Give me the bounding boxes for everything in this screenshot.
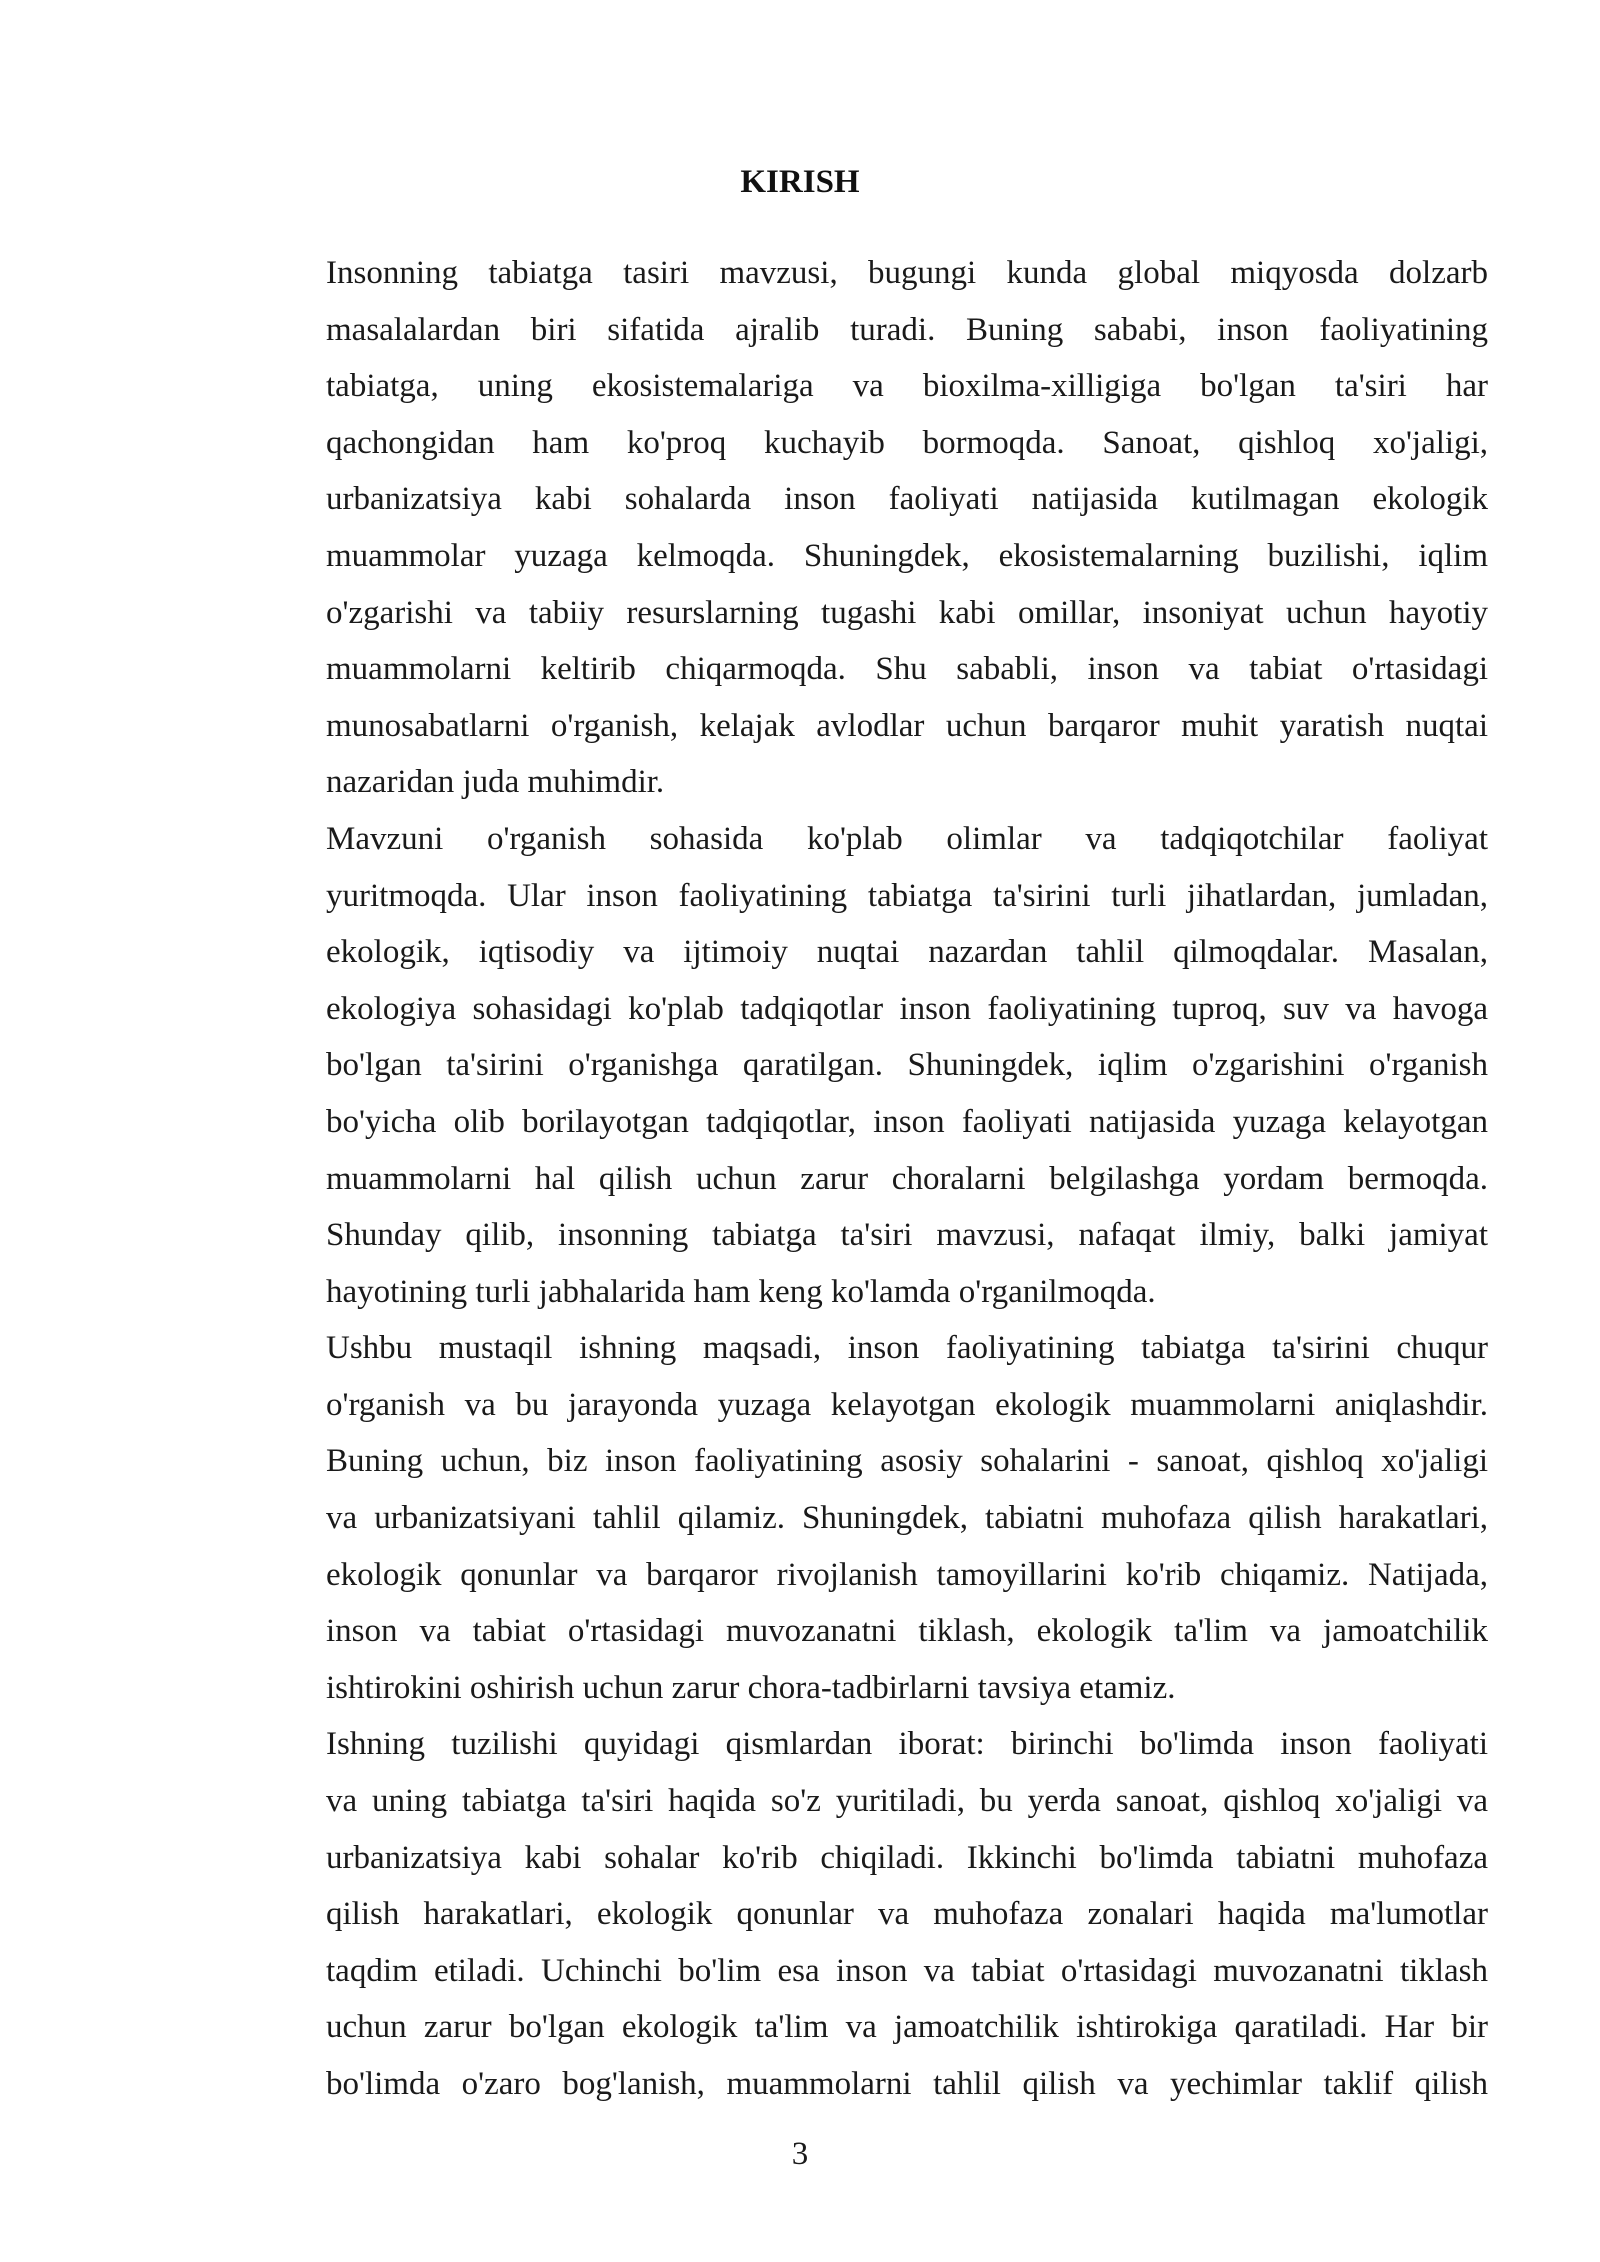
text-line: va urbanizatsiyani tahlil qilamiz. Shuningdek, tabiatni muhofaza qilish harakatlari, [326,1500,1488,1537]
text-line: Shunday qilib, insonning tabiatga ta'siri mavzusi, nafaqat ilmiy, balki jamiyat [326,1217,1488,1254]
paragraph-3 [230,1320,1488,1716]
text-line: o'zgarishi va tabiiy resurslarning tugashi kabi omillar, insoniyat uchun hayotiy [326,594,1488,631]
text-line: ishtirokini oshirish uchun zarur chora-tadbirlarni tavsiya etamiz. [326,1669,1176,1706]
text-line: yuritmoqda. Ular inson faoliyatining tabiatga ta'sirini turli jihatlardan, jumladan, [326,877,1488,914]
body-text [230,245,1488,2113]
text-line: ekologiya sohasidagi ko'plab tadqiqotlar inson faoliyatining tuproq, suv va havoga [326,990,1488,1027]
text-line: muammolarni keltirib chiqarmoqda. Shu sababli, inson va tabiat o'rtasidagi [326,651,1488,688]
text-line: Ishning tuzilishi quyidagi qismlardan iborat: birinchi bo'limda inson faoliyati [326,1726,1488,1763]
text-line: Buning uchun, biz inson faoliyatining asosiy sohalarini - sanoat, qishloq xo'jaligi [326,1443,1488,1480]
text-line: o'rganish va bu jarayonda yuzaga kelayotgan ekologik muammolarni aniqlashdir. [326,1386,1488,1423]
text-line: urbanizatsiya kabi sohalarda inson faoliyati natijasida kutilmagan ekologik [326,481,1488,518]
text-line: bo'limda o'zaro bog'lanish, muammolarni tahlil qilish va yechimlar taklif qilish [326,2066,1488,2102]
text-line: Insonning tabiatga tasiri mavzusi, bugungi kunda global miqyosda dolzarb [326,255,1488,291]
page-number: 3 [791,2136,809,2172]
text-line: ekologik qonunlar va barqaror rivojlanish tamoyillarini ko'rib chiqamiz. Natijada, [326,1556,1488,1593]
text-line: hayotining turli jabhalarida ham keng ko'lamda o'rganilmoqda. [326,1273,1156,1310]
text-line: bo'yicha olib borilayotgan tadqiqotlar, inson faoliyati natijasida yuzaga kelayotgan [326,1103,1488,1140]
paragraph-2 [230,811,1488,1320]
text-line: bo'lgan ta'sirini o'rganishga qaratilgan. Shuningdek, iqlim o'zgarishini o'rganish [326,1047,1488,1084]
text-line: qachongidan ham ko'proq kuchayib bormoqda. Sanoat, qishloq xo'jaligi, [326,424,1488,461]
text-line: tabiatga, uning ekosistemalariga va bioxilma-xilligiga bo'lgan ta'siri har [326,368,1488,405]
section-heading: KIRISH [740,164,860,200]
paragraph-4 [230,1716,1488,2112]
text-line: va uning tabiatga ta'siri haqida so'z yuritiladi, bu yerda sanoat, qishloq xo'jaligi va [326,1783,1488,1820]
text-line: muammolar yuzaga kelmoqda. Shuningdek, ekosistemalarning buzilishi, iqlim [326,537,1488,574]
text-line: ekologik, iqtisodiy va ijtimoiy nuqtai nazardan tahlil qilmoqdalar. Masalan, [326,934,1488,971]
text-line: munosabatlarni o'rganish, kelajak avlodlar uchun barqaror muhit yaratish nuqtai [326,707,1488,744]
text-line: nazaridan juda muhimdir. [326,764,665,801]
text-line: urbanizatsiya kabi sohalar ko'rib chiqiladi. Ikkinchi bo'limda tabiatni muhofaza [326,1839,1488,1876]
text-line: muammolarni hal qilish uchun zarur choralarni belgilashga yordam bermoqda. [326,1160,1488,1197]
text-line: taqdim etiladi. Uchinchi bo'lim esa inson va tabiat o'rtasidagi muvozanatni tiklash [326,1952,1488,1989]
text-line: masalalardan biri sifatida ajralib turadi. Buning sababi, inson faoliyatining [326,311,1488,348]
paragraph-1 [230,245,1488,811]
text-line: qilish harakatlari, ekologik qonunlar va muhofaza zonalari haqida ma'lumotlar [326,1896,1488,1933]
text-line: Mavzuni o'rganish sohasida ko'plab olimlar va tadqiqotchilar faoliyat [326,820,1488,857]
text-line: inson va tabiat o'rtasidagi muvozanatni tiklash, ekologik ta'lim va jamoatchilik [326,1613,1488,1650]
text-line: Ushbu mustaqil ishning maqsadi, inson faoliyatining tabiatga ta'sirini chuqur [326,1330,1488,1367]
text-line: uchun zarur bo'lgan ekologik ta'lim va jamoatchilik ishtirokiga qaratiladi. Har bir [326,2009,1488,2046]
